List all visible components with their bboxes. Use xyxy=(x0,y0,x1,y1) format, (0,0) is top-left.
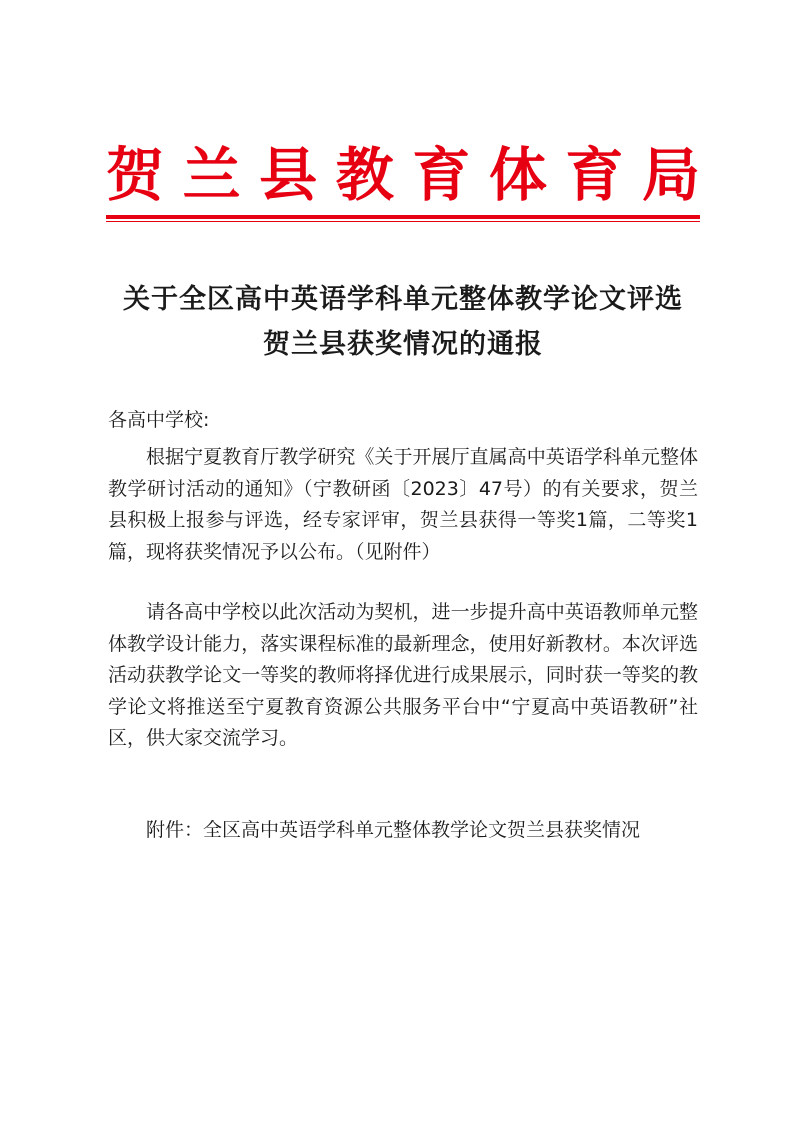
org-char: 兰 xyxy=(182,141,241,209)
attachment-note: 附件：全区高中英语学科单元整体教学论文贺兰县获奖情况 xyxy=(146,819,641,841)
document-title-line-1: 关于全区高中英语学科单元整体教学论文评选 xyxy=(123,284,683,315)
body-paragraph-2: 请各高中学校以此次活动为契机，进一步提升高中英语教师单元整体教学设计能力，落实课程标准的最新理念，使用好新教材。本次评选活动获教学论文一等奖的教师将择优进行成果展示，同时获一等奖的教学论文将推送至宁夏教育资源公共服务平台中“宁夏高中英语教研”社区，供大家交流学习。 xyxy=(108,601,698,749)
org-char: 体 xyxy=(488,141,547,209)
org-char: 县 xyxy=(259,141,318,209)
header-divider-thick xyxy=(106,215,700,219)
org-char: 贺 xyxy=(106,141,165,209)
org-char: 育 xyxy=(565,141,624,209)
org-char: 育 xyxy=(412,141,471,209)
issuing-organization-header xyxy=(106,140,700,210)
header-divider-thin xyxy=(106,221,700,222)
salutation: 各高中学校: xyxy=(108,409,210,431)
org-char: 局 xyxy=(641,141,700,209)
body-paragraph-1: 根据宁夏教育厅教学研究《关于开展厅直属高中英语学科单元整体教学研讨活动的通知》（宁教研函〔2023〕47号）的有关要求，贺兰县积极上报参与评选，经专家评审，贺兰县获得一等奖1篇，二等奖1篇，现将获奖情况予以公布。（见附件） xyxy=(108,446,698,563)
org-char: 教 xyxy=(335,141,394,209)
document-title-line-2: 贺兰县获奖情况的通报 xyxy=(263,329,543,360)
